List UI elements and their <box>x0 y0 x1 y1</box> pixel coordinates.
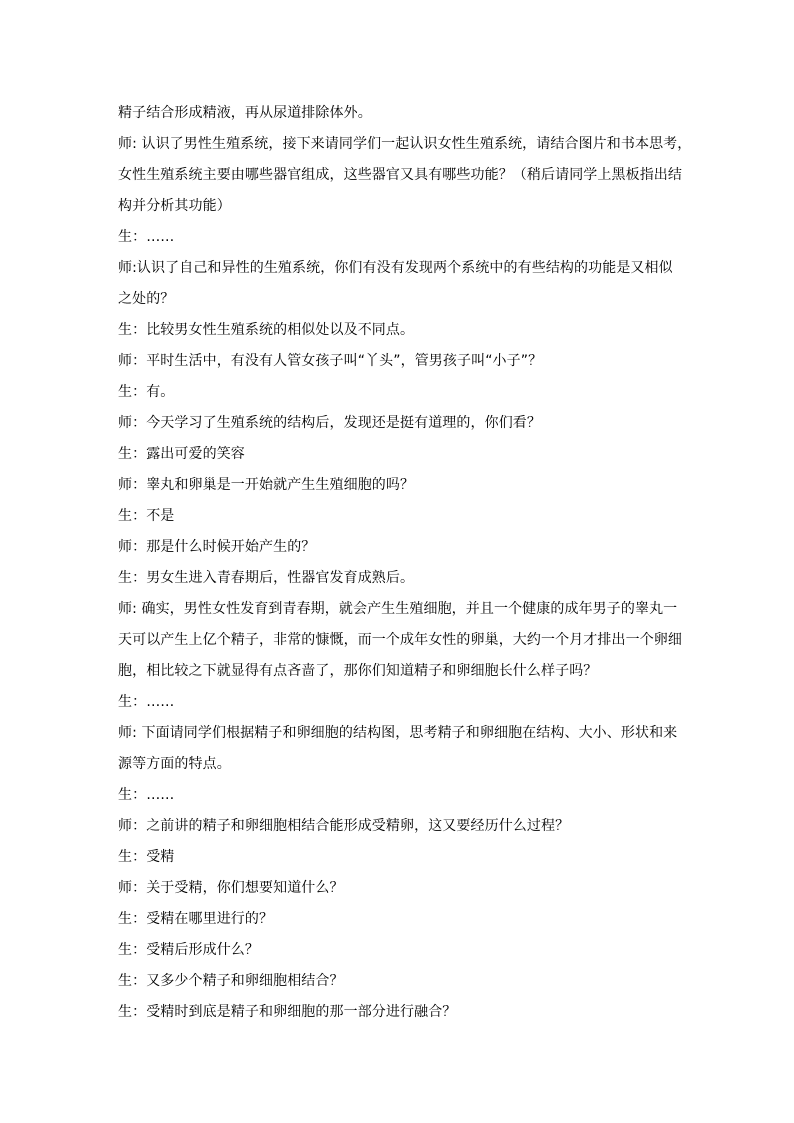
text-line: 精子结合形成精液，再从尿道排除体外。 <box>118 105 372 121</box>
text-line: 女性生殖系统主要由哪些器官组成，这些器官又具有哪些功能？（稍后请同学上黑板指出结 <box>118 167 682 183</box>
text-line: 生：男女生进入青春期后，性器官发育成熟后。 <box>118 570 415 586</box>
text-line: 生：比较男女性生殖系统的相似处以及不同点。 <box>118 322 415 338</box>
text-line: 生：又多少个精子和卵细胞相结合？ <box>118 973 344 989</box>
text-line: 生：受精时到底是精子和卵细胞的那一部分进行融合？ <box>118 1004 457 1020</box>
text-line: 师：睾丸和卵巢是一开始就产生生殖细胞的吗？ <box>118 477 415 493</box>
text-line: 生：露出可爱的笑容 <box>118 446 245 462</box>
text-line: 师：今天学习了生殖系统的结构后，发现还是挺有道理的，你们看？ <box>118 415 541 431</box>
text-line: 师: 下面请同学们根据精子和卵细胞的结构图，思考精子和卵细胞在结构、大小、形状和来 <box>118 725 678 741</box>
text-line: 师: 认识了男性生殖系统，接下来请同学们一起认识女性生殖系统，请结合图片和书本思考， <box>118 136 692 152</box>
text-line: 天可以产生上亿个精子，非常的慷慨，而一个成年女性的卵巢，大约一个月才排出一个卵细 <box>118 632 682 648</box>
text-line: 之处的？ <box>118 291 175 307</box>
text-line: 师：那是什么时候开始产生的？ <box>118 539 316 555</box>
text-line: 师:认识了自己和异性的生殖系统，你们有没有发现两个系统中的有些结构的功能是又相似 <box>118 260 673 276</box>
text-line: 生：受精 <box>118 849 175 865</box>
text-line: 师: 确实，男性女性发育到青春期，就会产生生殖细胞，并且一个健康的成年男子的睾丸一 <box>118 601 678 617</box>
text-line: 生：受精后形成什么？ <box>118 942 259 958</box>
text-line: 源等方面的特点。 <box>118 756 231 772</box>
text-line: 生：有。 <box>118 384 175 400</box>
text-line: 师：关于受精，你们想要知道什么？ <box>118 880 344 896</box>
text-line: 师：平时生活中，有没有人管女孩子叫“丫头”，管男孩子叫“小子”？ <box>118 353 543 369</box>
document-body <box>118 98 692 1028</box>
text-line: 生：…… <box>118 694 175 710</box>
text-line: 师：之前讲的精子和卵细胞相结合能形成受精卵，这又要经历什么过程？ <box>118 818 570 834</box>
text-line: 生：…… <box>118 229 175 245</box>
text-line: 生：不是 <box>118 508 175 524</box>
text-line: 生：受精在哪里进行的？ <box>118 911 274 927</box>
text-line: 构并分析其功能） <box>118 198 231 214</box>
text-line: 胞，相比较之下就显得有点吝啬了，那你们知道精子和卵细胞长什么样子吗？ <box>118 663 598 679</box>
text-line: 生：…… <box>118 787 175 803</box>
